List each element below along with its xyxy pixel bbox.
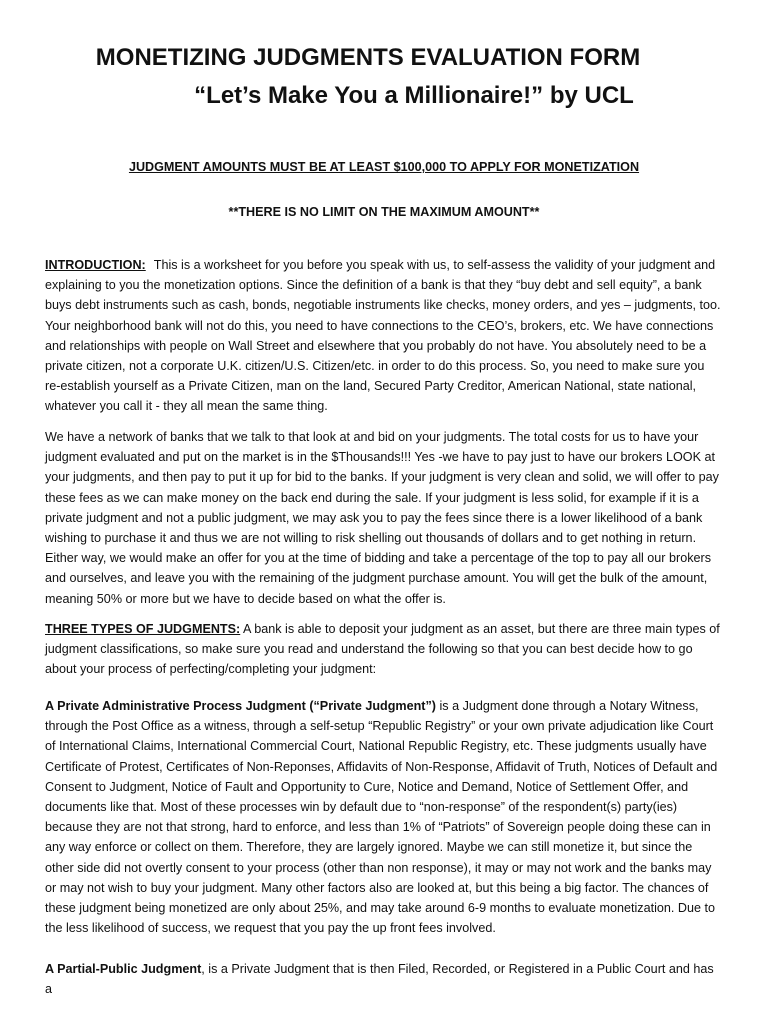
partial-public-text: , is a Private Judgment that is then Filed, Recorded, or Registered in a Public Court and has a	[45, 962, 714, 997]
maximum-amount-notice: **THERE IS NO LIMIT ON THE MAXIMUM AMOUNT**	[228, 205, 540, 219]
partial-public-paragraph	[45, 959, 723, 999]
introduction-paragraph	[45, 255, 723, 417]
minimum-amount-notice-text: JUDGMENT AMOUNTS MUST BE AT LEAST $100,000 TO APPLY FOR MONETIZATION	[128, 160, 640, 174]
three-types-paragraph	[45, 619, 723, 680]
minimum-amount-notice	[0, 159, 768, 175]
introduction-heading: INTRODUCTION:	[45, 258, 146, 272]
three-types-heading: THREE TYPES OF JUDGMENTS:	[45, 622, 241, 636]
private-judgment-paragraph	[45, 696, 723, 938]
introduction-text: This is a worksheet for you before you speak with us, to self-assess the validity of your judgment and explaining to you the monetization options. Since the definition of a bank is that they “buy debt and sell equity”, a bank buys debt instruments such as cash, bonds, negotiable instruments like checks, money orders, and yes – judgments, too. Your neighborhood bank will not do this, you need to have connections to the CEO’s, brokers, etc. We have connections and relationships with people on Wall Street and elsewhere that you probably do not have. You absolutely need to be a private citizen, not a corporate U.K. citizen/U.S. Citizen/etc. in order to do this process. So, you need to make sure you re-establish yourself as a Private Citizen, man on the land, Secured Party Creditor, American National, state national, whatever you call it - they all mean the same thing.	[45, 258, 721, 414]
private-judgment-text: is a Judgment done through a Notary Witness, through the Post Office as a witness, through a self-setup “Republic Registry” or your own private adjudication like Court of International Claims, International Commercial Court, National Republic Registry, etc. These judgments usually have Certificate of Protest, Certificates of Non-Reponses, Affidavits of Non-Response, Affidavit of Truth, Notices of Default and Consent to Judgment, Notice of Fault and Opportunity to Cure, Notice and Demand, Notice of Settlement Offer, and documents like that. Most of these processes win by default due to “non-response” of the respondent(s) party(ies) because they are not that strong, hard to enforce, and less than 1% of “Patriots” of Sovereign people doing these can in any way enforce or collect on them. Therefore, they are largely ignored. Maybe we can still monetize it, but since the other side did not overtly consent to your process (other than non response), it may or may not work and the banks may or may not wish to buy your judgment. Many other factors also are looked at, but this being a big factor. The chances of these judgment being monetized are only about 25%, and may take around 6-9 months to evaluate monetization. Due to the less likelihood of success, we request that you pay the up front fees involved.	[45, 699, 718, 936]
private-judgment-heading: A Private Administrative Process Judgment (“Private Judgment”)	[45, 699, 436, 713]
network-paragraph: We have a network of banks that we talk to that look at and bid on your judgments. The total costs for us to have your judgment evaluated and put on the market is in the $Thousands!!! Yes -we have to pay just to have our brokers LOOK at your judgments, and then pay to put it up for bid to the banks. If your judgment is very clean and solid, we will offer to pay these fees as we can make money on the back end during the sale. If your judgment is less solid, for example if it is a private judgment and not a public judgment, we may ask you to pay the fees since there is a lower likelihood of a bank wishing to purchase it and thus we are not willing to risk shelling out thousands of dollars and to get nothing in return. Either way, we would make an offer for you at the time of bidding and take a percentage of the top to pay all our brokers and ourselves, and leave you with the remaining of the judgment purchase amount. You will get the bulk of the amount, meaning 50% or more but we have to decide based on what the offer is.	[45, 430, 719, 606]
form-subtitle: “Let’s Make You a Millionaire!” by UCL	[194, 82, 634, 109]
partial-public-heading: A Partial-Public Judgment	[45, 962, 202, 976]
form-title: MONETIZING JUDGMENTS EVALUATION FORM	[95, 44, 641, 71]
three-types-text: A bank is able to deposit your judgment as an asset, but there are three main types of judgment classifications, so make sure you read and understand the following so that you can best decide how to go about your process of perfecting/completing your judgment:	[45, 622, 720, 677]
